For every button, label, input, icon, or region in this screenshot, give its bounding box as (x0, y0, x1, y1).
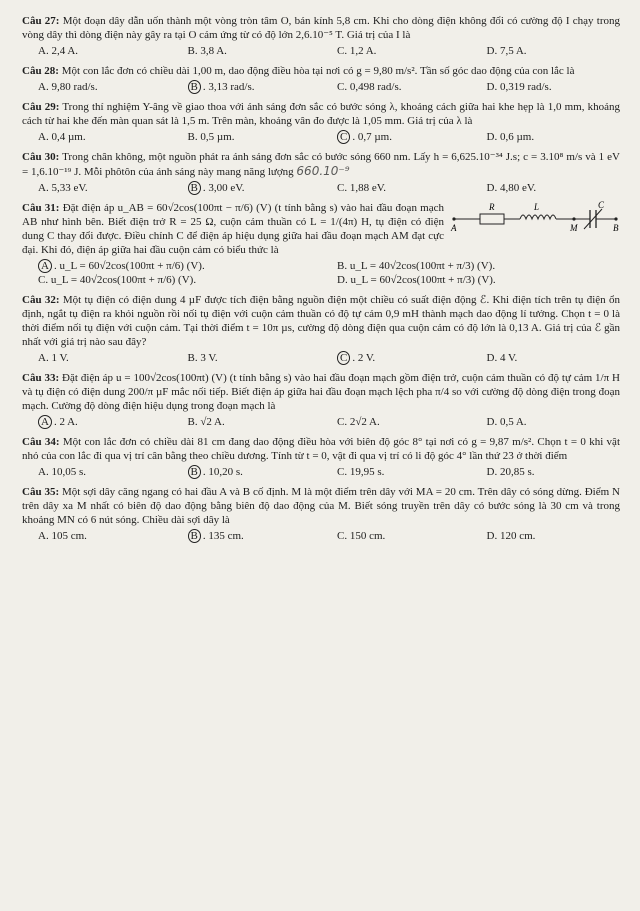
options (22, 465, 620, 479)
question-34 (22, 435, 620, 479)
question-text: Một con lắc đơn có chiều dài 81 cm đang dao động điều hòa với biên độ góc 8° tại nơi có g = 9,87 m/s². Chọn t = 0 khi vật nhỏ của con lắc đi qua vị trí cân bằng theo chiều dương. Tính từ t = 0, vật đi qua vị trí có li độ góc 4° lần thứ 23 ở thời điểm (22, 436, 621, 462)
label-m: M (570, 223, 578, 233)
option-c[interactable]: C. 1,2 A. (337, 45, 377, 57)
options (22, 44, 620, 58)
question-label: Câu 33: (22, 372, 60, 384)
question-label: Câu 30: (22, 151, 60, 163)
option-c[interactable]: C. u_L = 40√2cos(100πt + π/6) (V). (38, 274, 197, 286)
option-b[interactable]: B . 135 cm. (172, 529, 322, 543)
label-c: C (598, 200, 605, 210)
label-r: R (489, 202, 495, 212)
question-text: Đặt điện áp u_AB = 60√2cos(100πt − π/6) (V) (t tính bằng s) vào hai đầu đoạn mạch AB như hình bên. Biết điện trở R = 25 Ω, cuộn cảm thuần có L = 1/(4π) H, tụ điện có điện dung C thay đổi được. Điều chỉnh C để điện áp hiệu dụng giữa hai đầu đoạn mạch AM đạt cực đại. Khi đó, điện áp giữa hai đầu cuộn cảm có biểu thức là (22, 202, 444, 256)
circled-answer-mark: B (188, 529, 201, 543)
option-d[interactable]: D. 20,85 s. (486, 466, 535, 478)
inductor-shape (520, 215, 556, 219)
option-b[interactable]: B . 3,13 rad/s. (172, 80, 322, 94)
question-label: Câu 34: (22, 436, 60, 448)
option-d[interactable]: D. 0,319 rad/s. (486, 81, 552, 93)
options (22, 529, 620, 543)
option-b[interactable]: B. 3,8 A. (187, 45, 227, 57)
label-a: A (451, 223, 457, 233)
question-text: Một tụ điện có điện dung 4 µF được tích điện bằng nguồn điện một chiều có suất điện động ℰ. Khi điện tích trên tụ điện ổn định, ngắt tụ điện ra khỏi nguồn rồi nối tụ điện với cuộn cảm thuần có độ tự cảm 0,9 mH thành mạch dao động lí tưởng. Chọn t = 0 là thời điểm nối tụ điện với cuộn cảm. Tại thời điểm t = 10π µs, cường độ dòng điện qua cuộn cảm có độ lớn là 0,13 A. Giá trị của ℰ gần nhất với giá trị nào sau đây? (22, 294, 620, 348)
circled-answer-mark: B (188, 80, 201, 94)
option-a[interactable]: A. 9,80 rad/s. (38, 81, 98, 93)
question-28 (22, 64, 620, 94)
option-d[interactable]: D. 4,80 eV. (486, 182, 537, 194)
option-d[interactable]: D. 0,5 A. (486, 416, 527, 428)
question-label: Câu 32: (22, 294, 60, 306)
question-text: Trong chân không, một nguồn phát ra ánh sáng đơn sắc có bước sóng 660 nm. Lấy h = 6,625.10⁻³⁴ J.s; c = 3.10⁸ m/s và 1 eV = 1,6.10⁻¹⁹ J. Mỗi phôtôn của ánh sáng này mang năng lượng (22, 151, 620, 178)
option-a[interactable]: A . 2 A. (22, 415, 172, 429)
option-a[interactable]: A. 5,33 eV. (38, 182, 88, 194)
option-c[interactable]: C. 1,88 eV. (337, 182, 386, 194)
question-label: Câu 35: (22, 486, 60, 498)
options (22, 181, 620, 195)
option-c[interactable]: C . 2 V. (321, 351, 471, 365)
question-30 (22, 150, 620, 195)
option-b[interactable]: B. 0,5 µm. (187, 131, 235, 143)
circled-answer-mark: C (337, 351, 350, 365)
circled-answer-mark: B (188, 465, 201, 479)
circled-answer-mark: B (188, 181, 201, 195)
option-d[interactable]: D. 4 V. (486, 352, 518, 364)
label-l: L (534, 202, 540, 212)
circled-answer-mark: C (337, 130, 350, 144)
question-33 (22, 371, 620, 429)
option-a[interactable]: A. 10,05 s. (38, 466, 86, 478)
option-a[interactable]: A. 105 cm. (38, 530, 87, 542)
question-label: Câu 28: (22, 65, 59, 77)
question-32 (22, 293, 620, 365)
option-c[interactable]: C . 0,7 µm. (321, 130, 471, 144)
option-a[interactable]: A . u_L = 60√2cos(100πt + π/6) (V). (22, 259, 321, 273)
option-b[interactable]: B . 10,20 s. (172, 465, 322, 479)
question-label: Câu 27: (22, 15, 60, 27)
option-c[interactable]: C. 19,95 s. (337, 466, 385, 478)
question-31 (22, 201, 620, 287)
option-b[interactable]: B. √2 A. (187, 416, 225, 428)
options (22, 80, 620, 94)
resistor-shape (480, 214, 504, 224)
option-c[interactable]: C. 2√2 A. (337, 416, 380, 428)
question-text: Một con lắc đơn có chiều dài 1,00 m, dao động điều hòa tại nơi có g = 9,80 m/s². Tần số góc dao động của con lắc là (61, 65, 575, 77)
options (22, 415, 620, 429)
option-b[interactable]: B . 3,00 eV. (172, 181, 322, 195)
option-d[interactable]: D. 7,5 A. (486, 45, 527, 57)
options (22, 259, 620, 287)
option-b[interactable]: B. 3 V. (187, 352, 218, 364)
options (22, 130, 620, 144)
circled-answer-mark: A (38, 259, 52, 273)
option-c[interactable]: C. 150 cm. (337, 530, 386, 542)
option-a[interactable]: A. 2,4 A. (38, 45, 79, 57)
option-b[interactable]: B. u_L = 40√2cos(100πt + π/3) (V). (337, 260, 496, 272)
question-35 (22, 485, 620, 543)
question-text: Đặt điện áp u = 100√2cos(100πt) (V) (t tính bằng s) vào hai đầu đoạn mạch gồm điện trở, cuộn cảm thuần có độ tự cảm 1/π H và tụ điện có điện dung 200/π µF mắc nối tiếp. Biết điện áp giữa hai đầu đoạn mạch lệch pha π/4 so với cường độ dòng điện trong đoạn mạch. Cường độ dòng điện hiệu dụng trong đoạn mạch là (22, 372, 621, 412)
option-c[interactable]: C. 0,498 rad/s. (337, 81, 402, 93)
question-text: Trong thí nghiệm Y-âng về giao thoa với ánh sáng đơn sắc có bước sóng λ, khoảng cách giữa hai khe hẹp là 1,0 mm, khoảng cách từ hai khe đến màn quan sát là 1,5 m. Trên màn, khoảng vân đo được là 1,05 mm. Giá trị của λ là (22, 101, 620, 127)
question-label: Câu 29: (22, 101, 60, 113)
question-29 (22, 100, 620, 144)
option-d[interactable]: D. u_L = 60√2cos(100πt + π/3) (V). (337, 274, 496, 286)
question-27 (22, 14, 620, 58)
circuit-diagram (450, 199, 620, 233)
question-text: Một đoạn dây dẫn uốn thành một vòng tròn tâm O, bán kính 5,8 cm. Khi cho dòng điện không đổi có cường độ I chạy trong vòng dây thì dòng điện này gây ra tại O cảm ứng từ có độ lớn 2,6.10⁻⁵ T. Giá trị của I là (22, 15, 620, 41)
option-a[interactable]: A. 0,4 µm. (38, 131, 86, 143)
option-d[interactable]: D. 0,6 µm. (486, 131, 535, 143)
label-b: B (613, 223, 619, 233)
question-text: Một sợi dây căng ngang có hai đầu A và B cố định. M là một điểm trên dây với MA = 20 cm. Trên dây có sóng dừng. Điểm N trên dây xa M nhất có biên độ dao động bằng biên độ dao động của M. Biết sóng truyền trên dây có bước sóng là 30 cm và trong khoảng MN có 6 nút sóng. Chiều dài sợi dây là (22, 486, 621, 526)
circled-answer-mark: A (38, 415, 52, 429)
option-a[interactable]: A. 1 V. (38, 352, 69, 364)
handwritten-note: 660.10⁻⁹ (296, 164, 350, 178)
options (22, 351, 620, 365)
option-d[interactable]: D. 120 cm. (486, 530, 536, 542)
question-label: Câu 31: (22, 202, 60, 214)
